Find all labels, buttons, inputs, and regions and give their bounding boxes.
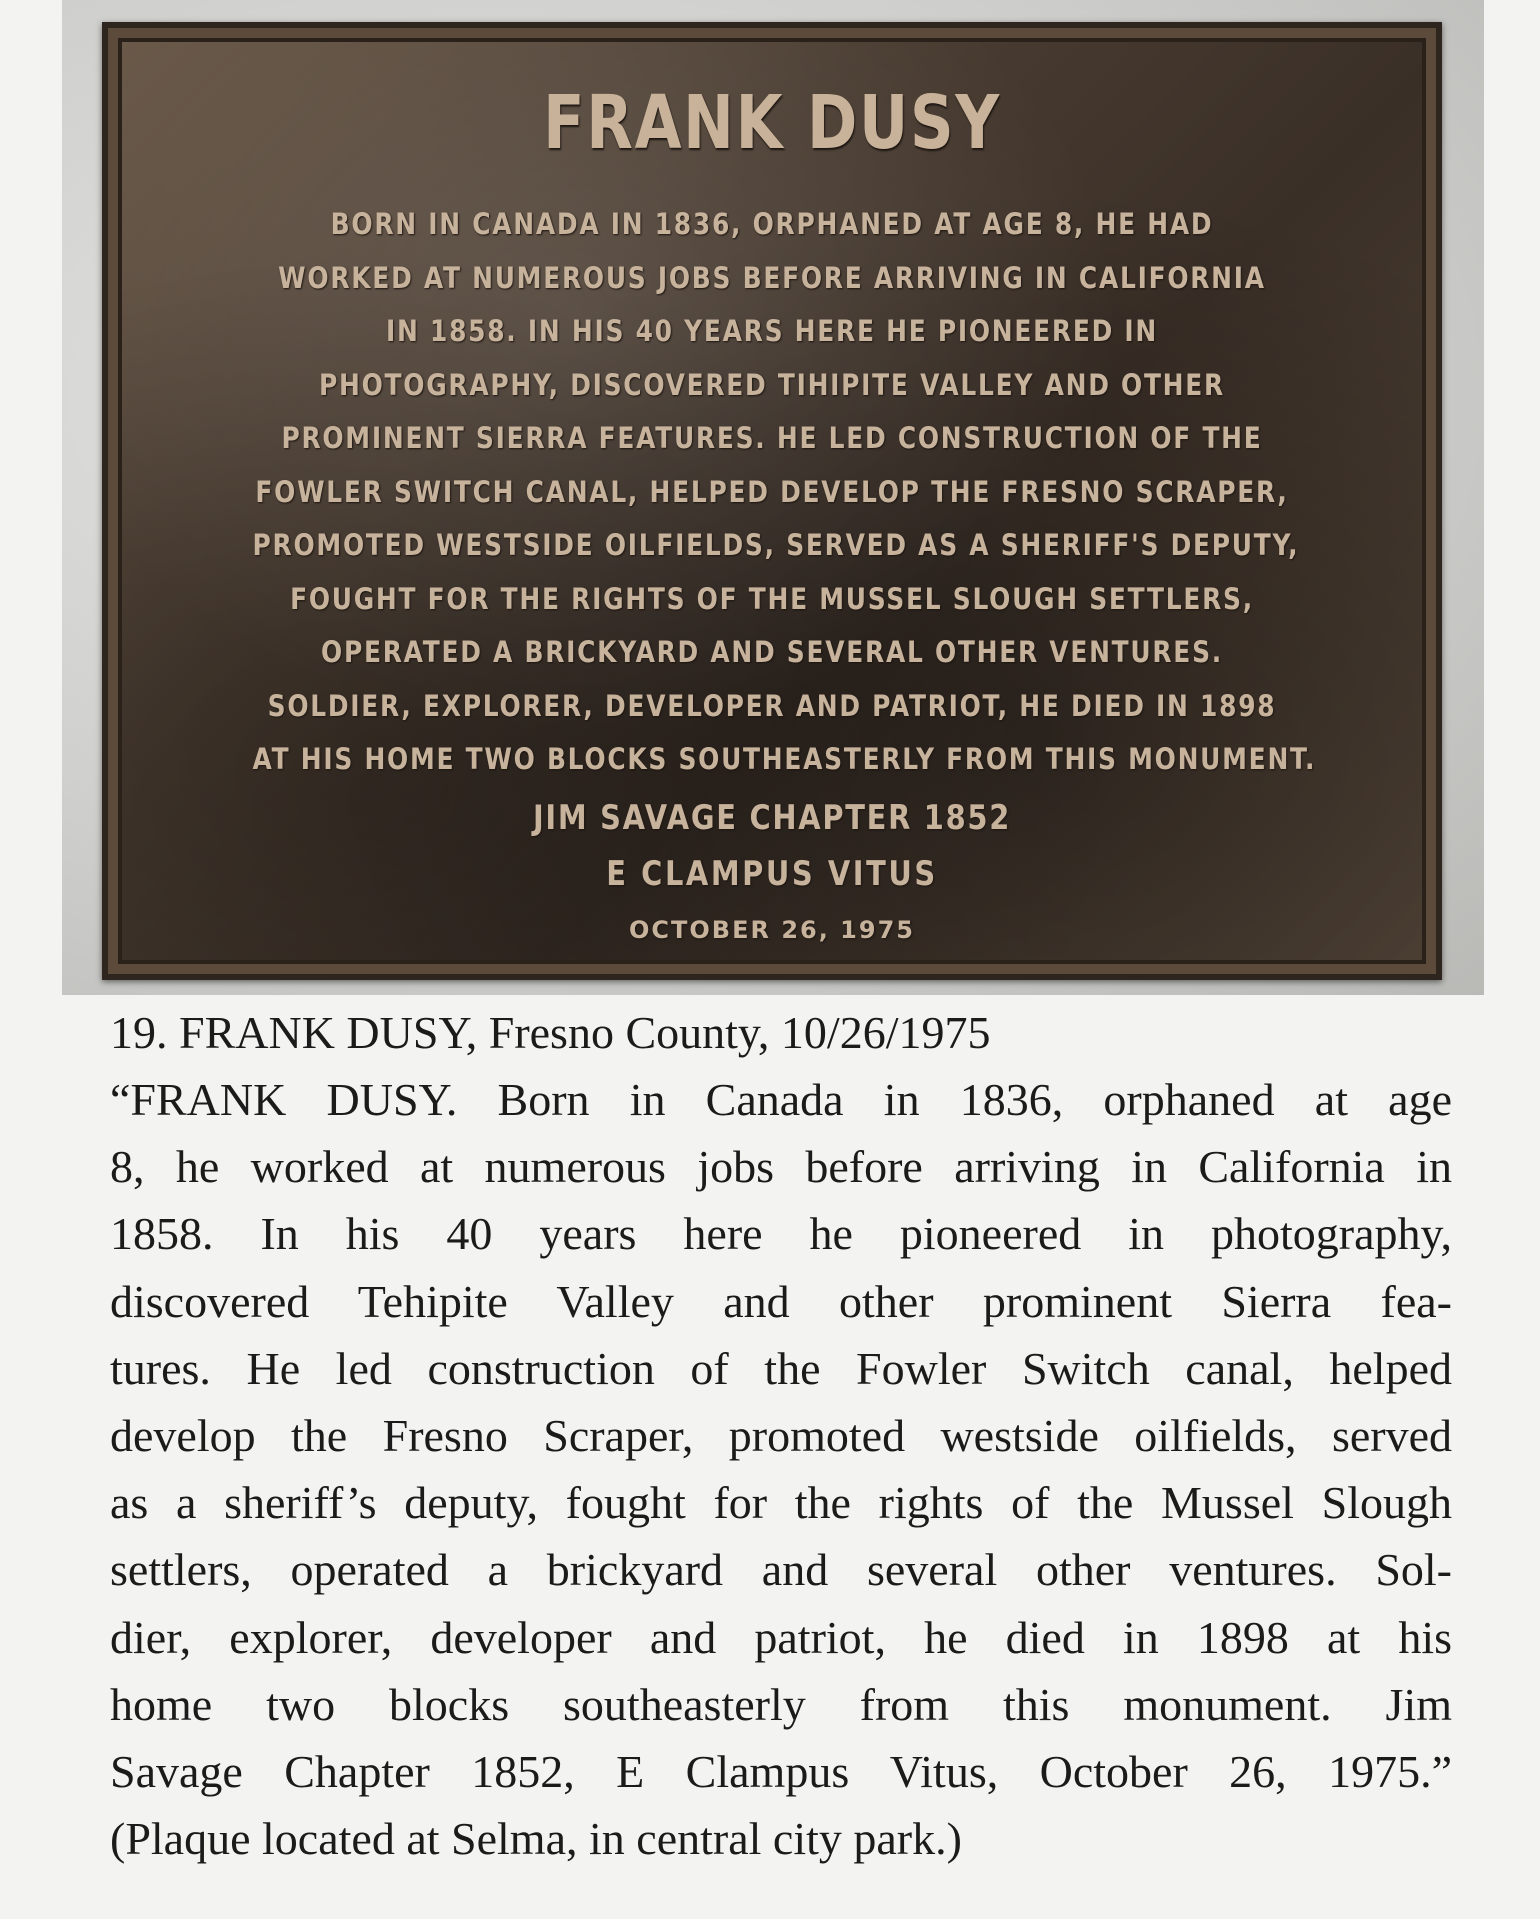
- plaque-line: IN 1858. IN HIS 40 YEARS HERE HE PIONEERED IN: [386, 314, 1158, 348]
- entry-line: home two blocks southeasterly from this monument. Jim: [110, 1678, 1452, 1730]
- plaque-line: AT HIS HOME TWO BLOCKS SOUTHEASTERLY FROM THIS MONUMENT.: [252, 742, 1317, 776]
- entry-line: dier, explorer, developer and patriot, he died in 1898 at his: [110, 1611, 1452, 1663]
- plaque-line: BORN IN CANADA IN 1836, ORPHANED AT AGE 8, HE HAD: [330, 207, 1214, 241]
- entry-line: discovered Tehipite Valley and other prominent Sierra fea-: [110, 1275, 1452, 1327]
- plaque-line: PROMOTED WESTSIDE OILFIELDS, SERVED AS A SHERIFF'S DEPUTY,: [252, 528, 1300, 562]
- plaque-line: OPERATED A BRICKYARD AND SEVERAL OTHER VENTURES.: [321, 635, 1223, 669]
- entry-line: 1858. In his 40 years here he pioneered in photography,: [110, 1208, 1452, 1260]
- plaque-line: FOUGHT FOR THE RIGHTS OF THE MUSSEL SLOUGH SETTLERS,: [290, 581, 1254, 616]
- plaque-date: OCTOBER 26, 1975: [629, 916, 915, 944]
- entry-line: develop the Fresno Scraper, promoted westside oilfields, served: [110, 1410, 1452, 1462]
- entry-line: (Plaque located at Selma, in central city park.): [110, 1813, 962, 1865]
- plaque-chapter: JIM SAVAGE CHAPTER 1852: [532, 798, 1012, 838]
- plaque-line: WORKED AT NUMEROUS JOBS BEFORE ARRIVING IN CALIFORNIA: [278, 260, 1266, 295]
- plaque-text: [168, 198, 1376, 787]
- entry-line: Savage Chapter 1852, E Clampus Vitus, October 26, 1975.”: [110, 1746, 1452, 1798]
- catalog-entry: [110, 1000, 1452, 1872]
- bronze-plaque: [102, 22, 1442, 980]
- entry-line: “FRANK DUSY. Born in Canada in 1836, orphaned at age: [110, 1074, 1452, 1125]
- entry-line: as a sheriff’s deputy, fought for the rights of the Mussel Slough: [110, 1477, 1452, 1529]
- plaque-line: PHOTOGRAPHY, DISCOVERED TIHIPITE VALLEY AND OTHER: [319, 367, 1225, 402]
- plaque-line: FOWLER SWITCH CANAL, HELPED DEVELOP THE FRESNO SCRAPER,: [255, 474, 1289, 509]
- plaque-line: SOLDIER, EXPLORER, DEVELOPER AND PATRIOT, HE DIED IN 1898: [267, 688, 1277, 723]
- entry-body: [110, 1066, 1452, 1872]
- plaque-line: PROMINENT SIERRA FEATURES. HE LED CONSTRUCTION OF THE: [281, 421, 1263, 455]
- plaque-photo: [62, 0, 1484, 995]
- entry-line: settlers, operated a brickyard and several other ventures. Sol-: [110, 1544, 1452, 1596]
- entry-heading: 19. FRANK DUSY, Fresno County, 10/26/1975: [110, 1007, 991, 1058]
- entry-line: tures. He led construction of the Fowler Switch canal, helped: [110, 1342, 1452, 1394]
- plaque-organization: E CLAMPUS VITUS: [606, 854, 938, 894]
- plaque-title: FRANK DUSY: [543, 80, 1001, 166]
- entry-line: 8, he worked at numerous jobs before arriving in California in: [110, 1141, 1452, 1193]
